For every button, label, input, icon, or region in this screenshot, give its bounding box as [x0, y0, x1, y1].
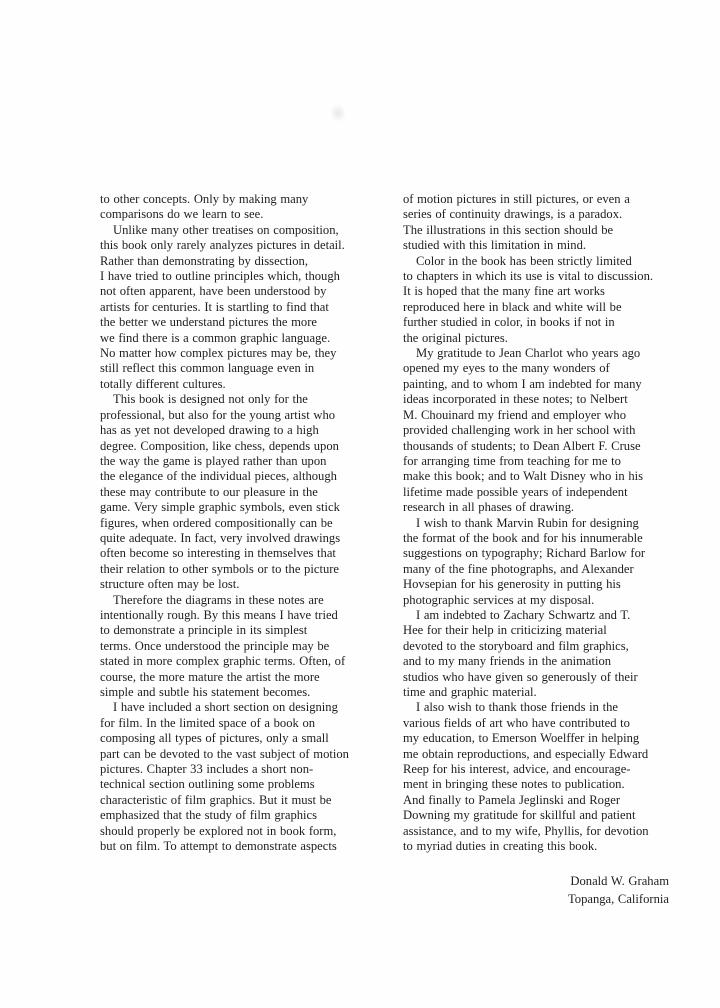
text-line: thousands of students; to Dean Albert F. Cruse [403, 438, 641, 453]
text-line: their relation to other symbols or to the picture [100, 561, 340, 576]
text-line: for arranging time from teaching for me to [403, 453, 621, 468]
text-line: ment in bringing these notes to publication. [403, 777, 625, 792]
text-line: professional, but also for the young artist who [100, 407, 336, 422]
text-line: pictures. Chapter 33 includes a short non- [100, 762, 314, 777]
text-line: series of continuity drawings, is a paradox. [403, 207, 623, 222]
text-line: devoted to the storyboard and film graphics, [403, 638, 629, 653]
scan-smudge [330, 104, 346, 122]
text-line: the way the game is played rather than upon [100, 453, 327, 468]
text-line: Therefore the diagrams in these notes are [113, 592, 324, 607]
text-line: Downing my gratitude for skillful and patient [403, 808, 636, 823]
text-line: I have tried to outline principles which, though [100, 269, 340, 284]
text-line: me obtain reproductions, and especially Edward [403, 746, 649, 761]
author-location: Topanga, California [567, 892, 669, 906]
text-line: M. Chouinard my friend and employer who [403, 407, 626, 422]
text-line: reproduced here in black and white will be [403, 299, 622, 314]
text-line: degree. Composition, like chess, depends upon [100, 438, 339, 453]
text-line: comparisons do we learn to see. [100, 207, 264, 222]
text-line: these may contribute to our pleasure in the [100, 484, 318, 499]
text-line: Color in the book has been strictly limited [416, 253, 632, 268]
text-line: photographic services at my disposal. [403, 592, 595, 607]
paragraph [100, 223, 372, 392]
text-line: Hovsepian for his generosity in putting his [403, 577, 621, 592]
author-signature [568, 872, 669, 908]
text-line: quite adequate. In fact, very involved drawings [100, 530, 341, 545]
text-line: studios who have given so generously of their [403, 669, 638, 684]
text-line: I wish to thank Marvin Rubin for designing [416, 515, 639, 530]
text-line: technical section outlining some problems [100, 777, 315, 792]
text-line: the better we understand pictures the more [100, 315, 318, 330]
text-line: studied with this limitation in mind. [403, 238, 587, 253]
text-line: characteristic of film graphics. But it must be [100, 792, 332, 807]
text-line: simple and subtle his statement becomes. [100, 685, 311, 699]
text-line: intentionally rough. By this means I have tried [100, 607, 338, 622]
paragraph [100, 700, 372, 854]
text-line: composing all types of pictures, only a small [100, 731, 329, 746]
text-line: stated in more complex graphic terms. Often, of [100, 654, 346, 669]
text-line: I have included a short section on designing [113, 700, 338, 715]
text-line: still reflect this common language even in [100, 361, 315, 376]
text-line: to myriad duties in creating this book. [403, 839, 598, 854]
text-line: should properly be explored not in book form, [100, 823, 337, 838]
text-line: structure often may be lost. [100, 577, 240, 592]
paragraph [403, 192, 675, 254]
text-line: we find there is a common graphic language. [100, 330, 331, 345]
text-line: to chapters in which its use is vital to discussion. [403, 269, 654, 284]
left-text-column [100, 192, 372, 854]
text-line: lifetime made possible years of independent [403, 484, 628, 499]
text-line: various fields of art who have contributed to [403, 715, 630, 730]
text-line: emphasized that the study of film graphics [100, 808, 318, 823]
text-line: often become so interesting in themselves that [100, 546, 336, 561]
text-line: totally different cultures. [100, 376, 226, 391]
text-line: this book only rarely analyzes pictures in detail. [100, 238, 345, 253]
text-line: figures, when ordered compositionally can be [100, 515, 333, 530]
text-line: time and graphic material. [403, 685, 537, 699]
paragraph [403, 700, 675, 854]
text-line: artists for centuries. It is startling to find that [100, 299, 329, 314]
text-line: make this book; and to Walt Disney who in his [403, 469, 644, 484]
paragraph [403, 254, 675, 346]
text-line: opened my eyes to the many wonders of [403, 361, 610, 376]
text-line: And finally to Pamela Jeglinski and Roger [403, 792, 621, 807]
text-line: has as yet not developed drawing to a high [100, 423, 319, 438]
text-line: Reep for his interest, advice, and encourage- [403, 762, 631, 777]
text-line: This book is designed not only for the [113, 392, 308, 407]
text-line: The illustrations in this section should be [403, 222, 614, 237]
paragraph [403, 346, 675, 515]
text-line: Unlike many other treatises on composition, [113, 222, 339, 237]
text-line: and to my many friends in the animation [403, 654, 612, 669]
paragraph [100, 392, 372, 592]
text-line: game. Very simple graphic symbols, even stick [100, 500, 340, 515]
text-line: ideas incorporated in these notes; to Nelbert [403, 392, 628, 407]
text-line: but on film. To attempt to demonstrate aspects [100, 839, 337, 854]
text-line: It is hoped that the many fine art works [403, 284, 605, 299]
text-line: many of the fine photographs, and Alexander [403, 561, 634, 576]
text-line: Rather than demonstrating by dissection, [100, 253, 309, 268]
text-line: course, the more mature the artist the more [100, 669, 320, 684]
text-line: painting, and to whom I am indebted for many [403, 376, 642, 391]
text-line: suggestions on typography; Richard Barlow for [403, 546, 646, 561]
text-line: further studied in color, in books if not in [403, 315, 615, 330]
text-line: the elegance of the individual pieces, although [100, 469, 337, 484]
text-line: not often apparent, have been understood by [100, 284, 327, 299]
text-line: provided challenging work in her school with [403, 423, 636, 438]
text-line: My gratitude to Jean Charlot who years ago [416, 346, 641, 361]
paragraph [100, 593, 372, 701]
paragraph [403, 608, 675, 700]
text-line: terms. Once understood the principle may be [100, 638, 330, 653]
paragraph [403, 516, 675, 608]
text-line: my education, to Emerson Woelffer in helping [403, 731, 640, 746]
text-line: part can be devoted to the vast subject of motion [100, 746, 349, 761]
text-line: Hee for their help in criticizing material [403, 623, 607, 638]
text-line: assistance, and to my wife, Phyllis, for devotion [403, 823, 649, 838]
text-line: No matter how complex pictures may be, they [100, 346, 337, 361]
text-line: for film. In the limited space of a book on [100, 715, 316, 730]
author-name: Donald W. Graham [570, 874, 669, 888]
text-line: to demonstrate a principle in its simplest [100, 623, 308, 638]
text-line: the format of the book and for his innumerable [403, 530, 643, 545]
text-line: of motion pictures in still pictures, or even a [403, 192, 630, 206]
text-line: to other concepts. Only by making many [100, 192, 309, 206]
text-line: the original pictures. [403, 330, 508, 345]
text-line: I am indebted to Zachary Schwartz and T. [416, 607, 631, 622]
text-line: research in all phases of drawing. [403, 500, 575, 515]
text-line: I also wish to thank those friends in the [416, 700, 618, 715]
right-text-column [403, 192, 675, 854]
paragraph [100, 192, 372, 223]
